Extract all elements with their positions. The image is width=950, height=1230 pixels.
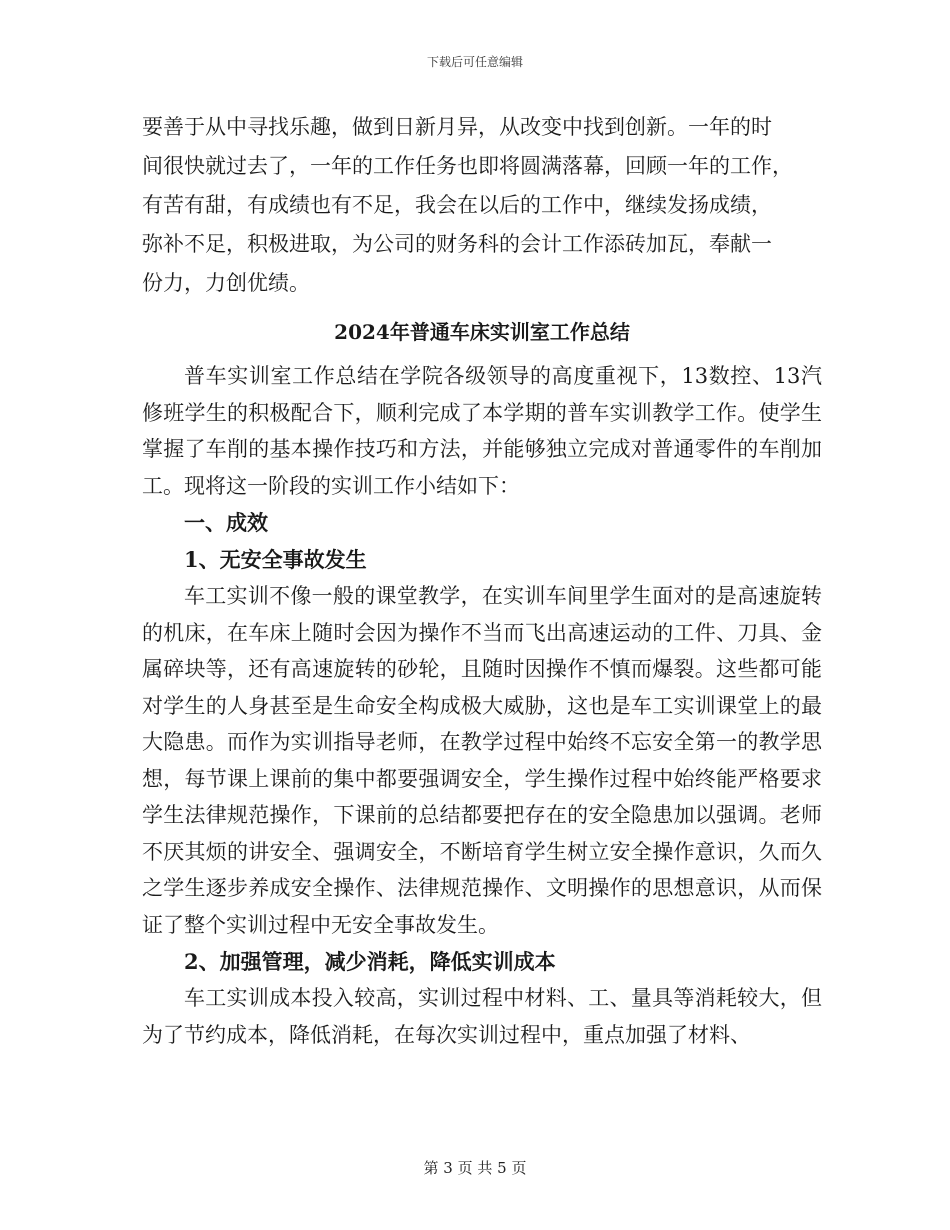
paragraph-safety: 车工实训不像一般的课堂教学，在实训车间里学生面对的是高速旋转的机床，在车床上随时会因为操作不当而飞出高速运动的工件、刀具、金属碎块等，还有高速旋转的砂轮，且随时因操作不慎而爆裂。这些都可能对学生的人身甚至是生命安全构成极大威胁，这也是车工实训课堂上的最大隐患。而作为实训指导老师，在教学过程中始终不忘安全第一的教学思想，每节课上课前的集中都要强调安全，学生操作过程中始终能严格要求学生法律规范操作，下课前的总结都要把存在的安全隐患加以强调。老师不厌其烦的讲安全、强调安全，不断培育学生树立安全操作意识，久而久之学生逐步养成安全操作、法律规范操作、文明操作的思想意识，从而保证了整个实训过程中无安全事故发生。: [142, 584, 822, 937]
paragraph-cost: 车工实训成本投入较高，实训过程中材料、工、量具等消耗较大，但为了节约成本，降低消耗，在每次实训过程中，重点加强了材料、: [142, 986, 822, 1047]
page-header: 下载后可任意编辑: [426, 55, 523, 69]
paragraph-overview: 普车实训室工作总结在学院各级领导的高度重视下，13数控、13汽修班学生的积极配合下，顺利完成了本学期的普车实训教学工作。使学生掌握了车削的基本操作技巧和方法，并能够独立完成对普通零件的车削加工。现将这一阶段的实训工作小结如下：: [142, 364, 822, 498]
intro-line: 份力，力创优绩。: [142, 271, 310, 295]
subheading-no-accidents: 1、无安全事故发生: [184, 547, 367, 572]
intro-line: 弥补不足，积极进取，为公司的财务科的会计工作添砖加瓦，奉献一: [142, 232, 772, 256]
page-number: 第 3 页 共 5 页: [423, 1159, 527, 1177]
document-body: [142, 108, 822, 1053]
intro-line: 间很快就过去了，一年的工作任务也即将圆满落幕，回顾一年的工作，: [142, 154, 793, 178]
section-heading-results: 一、成效: [184, 510, 268, 535]
document-title: 2024年普通车床实训室工作总结: [334, 320, 630, 344]
intro-line: 有苦有甜，有成绩也有不足，我会在以后的工作中，继续发扬成绩，: [142, 193, 772, 217]
intro-line: 要善于从中寻找乐趣，做到日新月异，从改变中找到创新。一年的时: [142, 115, 772, 139]
intro-paragraph: [142, 108, 822, 303]
subheading-cost-control: 2、加强管理，减少消耗，降低实训成本: [184, 949, 556, 974]
